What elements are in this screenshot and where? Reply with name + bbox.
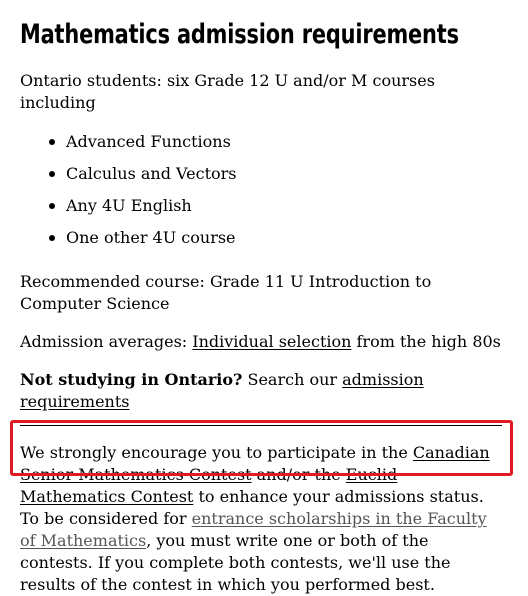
individual-selection-link[interactable]: Individual selection [192,332,352,351]
intro-text: Ontario students: six Grade 12 U and/or M courses including [20,71,435,112]
not-ontario-middle: Search our [242,370,343,389]
admission-requirements-link[interactable]: admission requirements [20,370,424,411]
course-label: Any 4U English [66,196,192,215]
list-item [44,131,506,153]
bullet-icon [49,235,55,241]
canadian-senior-math-contest-link[interactable]: Canadian Senior Mathematics Contest [20,443,490,484]
contest-text-1: We strongly encourage you to participate in the [20,443,413,462]
averages-suffix: from the high 80s [351,332,501,351]
averages-prefix: Admission averages: [20,332,193,351]
list-item [44,227,506,249]
divider [20,425,502,426]
euclid-math-contest-link[interactable]: Euclid Mathematics Contest [20,465,398,506]
contest-paragraph [20,442,506,596]
bullet-icon [49,171,55,177]
course-label: Advanced Functions [66,132,231,151]
list-item [44,195,506,217]
contest-text-4: , you must write one or both of the contests. If you complete both contests, we'll use the results of the contest in which you performed best. [20,531,451,594]
admission-averages [20,331,506,353]
page-title: Mathematics admission requirements [20,19,459,50]
contest-text-3: to enhance your admissions status. To be considered for [20,487,484,528]
recommended-course-text: Recommended course: Grade 11 U Introduction to Computer Science [20,272,432,313]
course-label: One other 4U course [66,228,236,247]
bullet-icon [49,139,55,145]
contest-text-2: and/or the [251,465,346,484]
course-list [20,131,506,249]
entrance-scholarships-link[interactable]: entrance scholarships in the Faculty of Mathematics [20,509,487,550]
bullet-icon [49,203,55,209]
list-item [44,163,506,185]
not-ontario-question: Not studying in Ontario? [20,370,243,389]
course-label: Calculus and Vectors [66,164,237,183]
not-ontario-text [20,369,506,413]
